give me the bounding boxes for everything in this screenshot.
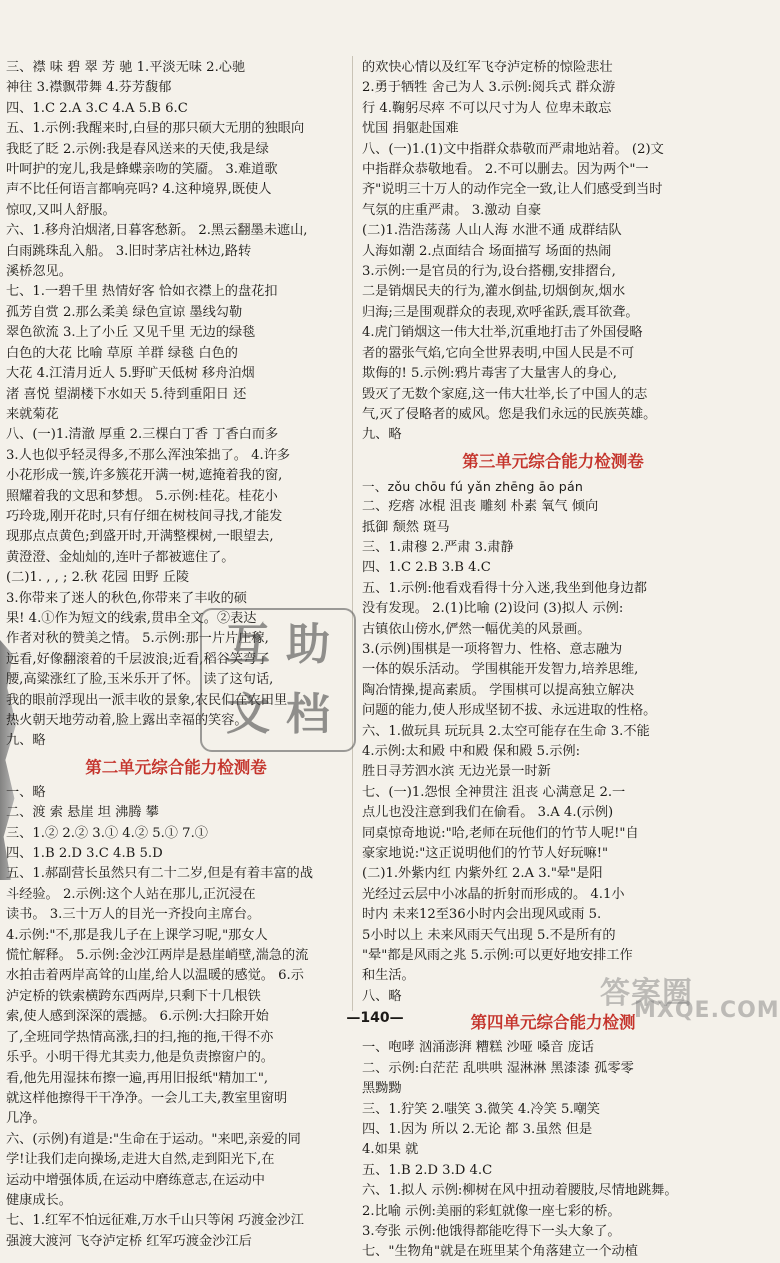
answer-line: 3.人也似乎轻灵得多,不那么浑浊笨拙了。 4.许多	[6, 447, 291, 463]
answer-line: 七、1.一碧千里 热情好客 恰如衣襟上的盘花扣	[6, 284, 278, 300]
answer-line: 八、(一)1.清澈 厚重 2.三棵白丁香 丁香白而多	[6, 427, 279, 443]
answer-line: 胜日寻芳泗水滨 无边光景一时新	[362, 764, 551, 780]
pinyin-line: 一、zǒu chōu fú yǎn zhēng āo pán	[362, 478, 584, 494]
answer-line: 豪家地说:"这正说明他们的竹节人好玩嘛!"	[362, 846, 609, 862]
answer-line: 欺侮的! 5.示例:鸦片毒害了大量害人的身心,	[362, 366, 617, 382]
answer-line: 3.夸张 示例:他饿得都能吃得下一头大象了。	[362, 1223, 621, 1239]
right-lines-3	[362, 497, 744, 1007]
answer-line: "晕"都是风雨之兆 5.示例:可以更好地安排工作	[362, 948, 633, 964]
right-lines	[362, 58, 744, 446]
answer-line: 行 4.鞠躬尽瘁 不可以尺寸为人 位卑未敢忘	[362, 100, 612, 116]
answer-line: 读书。 3.三十万人的目光一齐投向主席台。	[6, 907, 261, 923]
answer-line: 的欢快心情以及红军飞夺泸定桥的惊险悲壮	[362, 60, 613, 75]
answer-line: 几净。	[6, 1111, 46, 1127]
answer-line: (二)1.浩浩荡荡 人山人海 水泄不通 成群结队	[362, 223, 622, 239]
answer-line: 六、1.做玩具 玩玩具 2.太空可能存在生命 3.不能	[362, 723, 650, 739]
answer-line: 黑黝黝	[362, 1081, 402, 1097]
right-lines-4	[362, 1038, 744, 1262]
answer-line: 七、1.红军不怕远征难,万水千山只等闲 巧渡金沙江	[6, 1213, 304, 1229]
answer-line: 四、1.B 2.D 3.C 4.B 5.D	[6, 846, 163, 862]
answer-line: 4.示例:"不,那是我儿子在上课学习呢,"那女人	[6, 927, 268, 943]
answer-line: 七、(一)1.怨恨 全神贯注 沮丧 心满意足 2.一	[362, 784, 626, 800]
answer-line: 健康成长。	[6, 1192, 72, 1208]
answer-line: 看,他先用湿抹布擦一遍,再用旧报纸"精加工",	[6, 1070, 269, 1086]
answer-line: 八、略	[362, 988, 402, 1004]
answer-line: 四、1.C 2.B 3.B 4.C	[362, 560, 491, 576]
stamp-char: 互	[226, 619, 270, 670]
column-divider	[352, 56, 353, 1011]
answer-line: 声不比任何语言都响亮吗? 4.这种境界,既使人	[6, 182, 272, 198]
answer-line: 光经过云层中小冰晶的折射而形成的。 4.1小	[362, 886, 625, 902]
answer-line: 泸定桥的铁索横跨东西两岸,只剩下十几根铁	[6, 988, 261, 1004]
answer-line: (二)1. , , ; 2.秋 花园 田野 丘陵	[6, 570, 190, 586]
unit-3-title: 第三单元综合能力检测卷	[462, 451, 644, 471]
answer-line: 二、疙瘩 冰棍 沮丧 雕刻 朴素 氧气 倾向	[362, 499, 599, 515]
answer-line: 二、示例:白茫茫 乱哄哄 湿淋淋 黑漆漆 孤零零	[362, 1060, 634, 1076]
answer-line: 索,使人感到深深的震撼。 6.示例:大扫除开始	[6, 1009, 269, 1025]
answer-line: 学!让我们走向操场,走进大自然,走到阳光下,在	[6, 1152, 275, 1168]
answer-line: 问题的能力,使人形成坚韧不拔、永远进取的性格。	[362, 703, 657, 719]
answer-line: 没有发现。 2.(1)比喻 (2)设问 (3)拟人 示例:	[362, 601, 624, 617]
answer-line: 五、1.示例:我醒来时,白昼的那只硕大无朋的独眼向	[6, 121, 305, 137]
answer-line: 惊叹,又叫人舒服。	[6, 202, 116, 218]
answer-line: 了,全班同学热情高涨,扫的扫,拖的拖,干得不亦	[6, 1029, 274, 1045]
answer-line: 斗经验。 2.示例:这个人站在那儿,正沉浸在	[6, 886, 256, 902]
answer-line: 六、1.拟人 示例:柳树在风中扭动着腰肢,尽情地跳舞。	[362, 1183, 678, 1199]
answer-line: 中指群众恭敬地看。 2.不可以删去。因为两个"一	[362, 162, 649, 178]
answer-line: 齐"说明三十万人的动作完全一致,让人们感受到当时	[362, 182, 663, 198]
answer-line: 白色的大花 比喻 草原 羊群 绿毯 白色的	[6, 345, 238, 361]
answer-line: 黄澄澄、金灿灿的,连叶子都被遮住了。	[6, 549, 235, 565]
answer-line: 同桌惊奇地说:"哈,老师在玩他们的竹节人呢!"自	[362, 825, 639, 841]
answer-line: 三、1.狞笑 2.嗤笑 3.微笑 4.冷笑 5.嘲笑	[362, 1101, 600, 1117]
unit-4-title: 第四单元综合能力检测	[470, 1013, 636, 1033]
answer-line: 神往 3.襟飘带舞 4.芬芳馥郁	[6, 80, 172, 96]
answer-line: 5小时以上 未来风雨天气出现 5.不是所有的	[362, 927, 616, 943]
stamp-char: 文	[226, 689, 270, 740]
answer-line: 渚 喜悦 望湖楼下水如天 5.待到重阳日 还	[6, 386, 247, 402]
answer-line: 3.你带来了迷人的秋色,你带来了丰收的硕	[6, 590, 247, 606]
answer-line: 作者对秋的赞美之情。 5.示例:那一片片庄稼,	[6, 631, 269, 647]
answer-line: 三、1.② 2.② 3.① 4.② 5.① 7.①	[6, 825, 208, 841]
answer-line: 忧国 捐躯赴国难	[362, 121, 459, 137]
answer-line: 九、略	[6, 733, 46, 749]
answer-line: 气,灭了侵略者的威风。您是我们永远的民族英雄。	[362, 406, 657, 422]
answer-line: 腰,高粱涨红了脸,玉米乐开了怀。 读了这句话,	[6, 672, 274, 688]
answer-line: 就这样他擦得干干净净。一会儿工夫,教室里窗明	[6, 1090, 288, 1106]
answer-line: 2.比喻 示例:美丽的彩虹就像一座七彩的桥。	[362, 1203, 621, 1219]
answer-line: 3.示例:一是官员的行为,设台搭棚,安排摺台,	[362, 264, 616, 280]
answer-line: 二是销烟民夫的行为,灌水倒盐,切烟倒灰,烟水	[362, 284, 626, 300]
answer-line: 运动中增强体质,在运动中磨练意志,在运动中	[6, 1172, 265, 1188]
answer-line: 气氛的庄重严肃。 3.激动 自豪	[362, 202, 542, 218]
answer-line: 毁灭了无数个家庭,这一伟大壮举,长了中国人的志	[362, 386, 648, 402]
answer-line: 九、略	[362, 427, 402, 443]
answer-line: 乐乎。小明干得尤其卖力,他是负责擦窗户的。	[6, 1050, 274, 1066]
answer-line: 归海;三是围观群众的表现,欢呼雀跃,震耳欲聋。	[362, 304, 639, 320]
answer-line: 4.虎门销烟这一伟大壮举,沉重地打击了外国侵略	[362, 325, 643, 341]
answer-line: 四、1.C 2.A 3.C 4.A 5.B 6.C	[6, 100, 188, 116]
answer-line: 远看,好像翻滚着的千层波浪;近看,稻谷笑弯了	[6, 651, 270, 667]
answer-line: 4.示例:太和殿 中和殿 保和殿 5.示例:	[362, 744, 581, 759]
answer-line: 我眨了眨 2.示例:我是春风送来的天使,我是绿	[6, 141, 269, 157]
answer-line: 翠色欲流 3.上了小丘 又见千里 无边的绿毯	[6, 325, 256, 341]
answer-line: 三、1.肃穆 2.严肃 3.肃静	[362, 539, 514, 555]
answer-line: 果! 4.①作为短文的线索,贯串全文。②表达	[6, 610, 257, 626]
watermark-top: 答案圈	[600, 976, 693, 1011]
answer-line: 现那点点黄色;到盛开时,开满整棵树,一眼望去,	[6, 529, 274, 545]
answer-line: 六、1.移舟泊烟渚,日暮客愁新。 2.黑云翻墨未遮山,	[6, 223, 308, 239]
stamp-char: 助	[286, 619, 330, 670]
unit-2-title: 第二单元综合能力检测卷	[85, 757, 267, 777]
answer-line: 照耀着我的文思和梦想。 5.示例:桂花。桂花小	[6, 488, 278, 504]
answer-line: 溪桥忽见。	[6, 264, 72, 280]
answer-line: 孤芳自赏 2.那么柔美 绿色宣谅 墨线勾勒	[6, 304, 243, 320]
answer-line: 和生活。	[362, 968, 415, 984]
answer-line: 二、渡 索 悬崖 坦 沸腾 攀	[6, 805, 159, 821]
answer-line: 一、略	[6, 784, 46, 800]
stamp-char: 档	[286, 689, 330, 740]
answer-line: 古镇依山傍水,俨然一幅优美的风景画。	[362, 621, 591, 637]
answer-line: 3.(示例)围棋是一项将智力、性格、意志融为	[362, 641, 623, 657]
answer-line: 来就菊花	[6, 406, 59, 422]
answer-line: 叶呵护的宠儿,我是蜂蝶亲吻的笑靥。 3.难道歌	[6, 162, 278, 178]
answer-line: 强渡大渡河 飞夺泸定桥 红军巧渡金沙江后	[6, 1233, 252, 1249]
answer-line: 小花形成一簇,许多簇花开满一树,遮掩着我的窗,	[6, 468, 283, 484]
right-column	[362, 58, 744, 1263]
answer-line: 一、咆哮 汹涌澎湃 糟糕 沙哑 嗓音 庞话	[362, 1040, 594, 1056]
answer-line: 一体的娱乐活动。 学围棋能开发智力,培养思维,	[362, 662, 639, 678]
answer-line: 我的眼前浮现出一派丰收的景象,农民们在农田里	[6, 692, 288, 708]
answer-line: 时内 未来12至36小时内会出现风或雨 5.	[362, 907, 602, 923]
answer-line: 者的嚣张气焰,它向全世界表明,中国人民是不可	[362, 345, 635, 361]
page-number: —140—	[346, 1010, 404, 1026]
answer-line: 五、1.示例:他看戏看得十分入迷,我坐到他身边都	[362, 580, 647, 596]
answer-line: 点儿也没注意到我们在偷看。 3.A 4.(示例)	[362, 805, 614, 821]
answer-line: 七、"生物角"就是在班里某个角落建立一个动植	[362, 1244, 638, 1260]
answer-line: 慌忙解释。 5.示例:金沙江两岸是悬崖峭壁,湍急的流	[6, 948, 309, 964]
answer-line: 陶冶情操,提高素质。 学围棋可以提高独立解决	[362, 682, 635, 698]
answer-line: 水拍击着两岸高耸的山崖,给人以温暖的感觉。 6.示	[6, 968, 304, 984]
answer-line: 抵御 颓然 斑马	[362, 519, 450, 535]
answer-line: 八、(一)1.(1)文中指群众恭敬而严肃地站着。 (2)文	[362, 141, 664, 157]
answer-line: 人海如潮 2.点面结合 场面描写 场面的热闹	[362, 243, 612, 259]
answer-line: 六、(示例)有道是:"生命在于运动。"来吧,亲爱的同	[6, 1131, 301, 1147]
answer-line: 白雨跳珠乱入船。 3.旧时茅店社林边,路转	[6, 243, 252, 259]
answer-line: 五、1.B 2.D 3.D 4.C	[362, 1162, 493, 1178]
answer-line: 巧玲珑,刚开花时,只有仔细在树枝间寻找,才能发	[6, 508, 283, 524]
answer-line: 热火朝天地劳动着,脸上露出幸福的笑容。	[6, 713, 248, 728]
hudong-wendang-stamp	[200, 608, 356, 752]
answer-line: 大花 4.江清月近人 5.野旷天低树 移舟泊烟	[6, 366, 255, 382]
answer-line: 4.如果 就	[362, 1142, 419, 1158]
watermark-bottom: MXQE.COM	[634, 998, 780, 1023]
answer-line: 五、1.郝副营长虽然只有二十二岁,但是有着丰富的战	[6, 866, 313, 882]
answer-line: 2.勇于牺牲 舍己为人 3.示例:阅兵式 群众游	[362, 80, 616, 96]
answer-line: 四、1.因为 所以 2.无论 都 3.虽然 但是	[362, 1121, 593, 1137]
answer-line: 三、襟 味 碧 翠 芳 驰 1.平淡无味 2.心驰	[6, 60, 246, 75]
answer-line: (二)1.外紫内红 内紫外红 2.A 3."晕"是阳	[362, 866, 603, 882]
